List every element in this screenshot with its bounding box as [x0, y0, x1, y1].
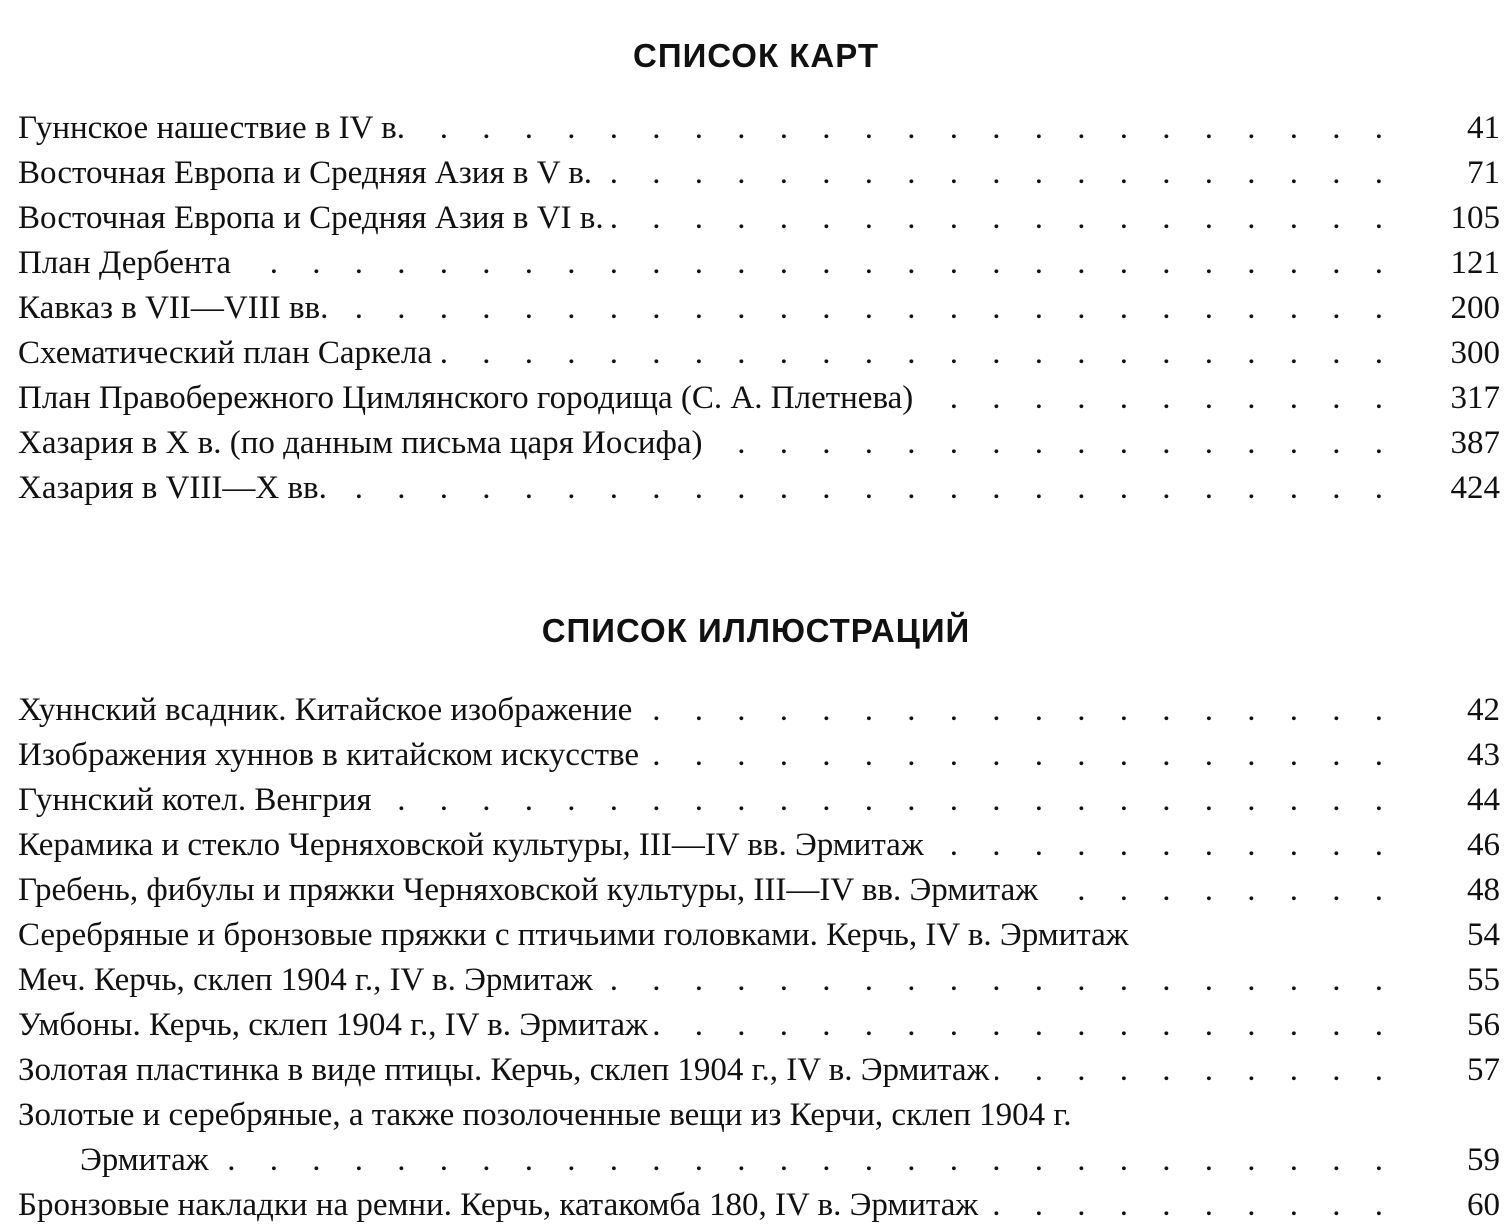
entry-title-line	[18, 913, 1396, 958]
page-number: 55	[1467, 962, 1500, 998]
entry-title: Меч. Керчь, склеп 1904 г., IV в. Эрмитаж	[18, 962, 599, 998]
entry-title-line	[18, 688, 1396, 733]
entry-title-line	[18, 331, 1396, 376]
entry-title-line	[18, 286, 1396, 331]
entry-title: План Правобережного Цимлянского городища (С. А. Плетнева)	[18, 380, 919, 416]
entry-title-line	[18, 106, 1396, 151]
entry-title: Гуннское нашествие в IV в.	[18, 110, 411, 146]
list-item	[18, 1093, 1500, 1183]
list-item	[18, 1183, 1500, 1228]
entry-title-line	[18, 196, 1396, 241]
entry-title-line	[18, 778, 1396, 823]
entry-title: Гребень, фибулы и пряжки Черняховской культуры, III—IV вв. Эрмитаж	[18, 872, 1044, 908]
entry-title-line	[18, 376, 1396, 421]
list-item	[18, 196, 1500, 241]
page-number: 60	[1467, 1187, 1500, 1223]
list-item	[18, 241, 1500, 286]
entry-title-continuation-line	[80, 1138, 1396, 1183]
page-number: 46	[1467, 827, 1500, 863]
entry-title: Умбоны. Керчь, склеп 1904 г., IV в. Эрмитаж	[18, 1007, 654, 1043]
entry-title: Изображения хуннов в китайском искусстве	[18, 737, 645, 773]
list-item	[18, 778, 1500, 823]
entry-title-line	[18, 1003, 1396, 1048]
entry-title-line	[18, 421, 1396, 466]
entry-title-line	[18, 1048, 1396, 1093]
page-number: 121	[1450, 245, 1500, 281]
entry-title: Золотая пластинка в виде птицы. Керчь, склеп 1904 г., IV в. Эрмитаж	[18, 1052, 995, 1088]
page-number: 317	[1450, 380, 1500, 416]
entry-title: Кавказ в VII—VIII вв.	[18, 290, 334, 326]
page-number: 48	[1467, 872, 1500, 908]
list-item	[18, 1048, 1500, 1093]
entry-title: Золотые и серебряные, а также позолоченные вещи из Керчи, склеп 1904 г.	[18, 1097, 1077, 1133]
list-item	[18, 286, 1500, 331]
illustrations-list	[18, 688, 1500, 1228]
entry-title: Восточная Европа и Средняя Азия в V в.	[18, 155, 598, 191]
page-number: 59	[1467, 1142, 1500, 1178]
page-number: 43	[1467, 737, 1500, 773]
entry-title: Восточная Европа и Средняя Азия в VI в.	[18, 200, 610, 236]
entry-title-line	[18, 958, 1396, 1003]
page-number: 42	[1467, 692, 1500, 728]
entry-title: Хазария в VIII—X вв.	[18, 470, 333, 506]
entry-title: Гуннский котел. Венгрия	[18, 782, 378, 818]
entry-title: Серебряные и бронзовые пряжки с птичьими головками. Керчь, IV в. Эрмитаж	[18, 917, 1135, 953]
page-number: 57	[1467, 1052, 1500, 1088]
page-number: 41	[1467, 110, 1500, 146]
page-number: 424	[1450, 470, 1500, 506]
page-number: 44	[1467, 782, 1500, 818]
list-item	[18, 913, 1500, 958]
entry-title-line	[18, 868, 1396, 913]
list-item	[18, 466, 1500, 511]
entry-title: Бронзовые накладки на ремни. Керчь, катакомба 180, IV в. Эрмитаж	[18, 1187, 984, 1223]
entry-title: Хуннский всадник. Китайское изображение	[18, 692, 638, 728]
page-number: 300	[1450, 335, 1500, 371]
list-item	[18, 421, 1500, 466]
list-item	[18, 823, 1500, 868]
list-item	[18, 868, 1500, 913]
entry-title-line	[18, 733, 1396, 778]
entry-title-line	[18, 1183, 1396, 1228]
page-number: 54	[1467, 917, 1500, 953]
list-item	[18, 733, 1500, 778]
list-item	[18, 958, 1500, 1003]
page-number: 71	[1467, 155, 1500, 191]
list-item	[18, 331, 1500, 376]
maps-heading: СПИСОК КАРТ	[633, 37, 879, 74]
page-number: 387	[1450, 425, 1500, 461]
list-item	[18, 376, 1500, 421]
entry-title-line	[18, 151, 1396, 196]
entry-title-line	[18, 1093, 1396, 1138]
list-item	[18, 688, 1500, 733]
entry-title: План Дербента	[18, 245, 237, 281]
list-item	[18, 106, 1500, 151]
list-item	[18, 151, 1500, 196]
maps-list	[18, 106, 1500, 511]
entry-title: Схематический план Саркела	[18, 335, 438, 371]
entry-title-line	[18, 823, 1396, 868]
entry-title-line	[18, 466, 1396, 511]
entry-title: Хазария в X в. (по данным письма царя Иосифа)	[18, 425, 709, 461]
page-number: 200	[1450, 290, 1500, 326]
entry-title-continuation: Эрмитаж	[80, 1142, 215, 1178]
entry-title: Керамика и стекло Черняховской культуры, III—IV вв. Эрмитаж	[18, 827, 930, 863]
page-number: 105	[1450, 200, 1500, 236]
illustrations-heading: СПИСОК ИЛЛЮСТРАЦИЙ	[541, 612, 971, 649]
list-item	[18, 1003, 1500, 1048]
entry-title-line	[18, 241, 1396, 286]
page-number: 56	[1467, 1007, 1500, 1043]
